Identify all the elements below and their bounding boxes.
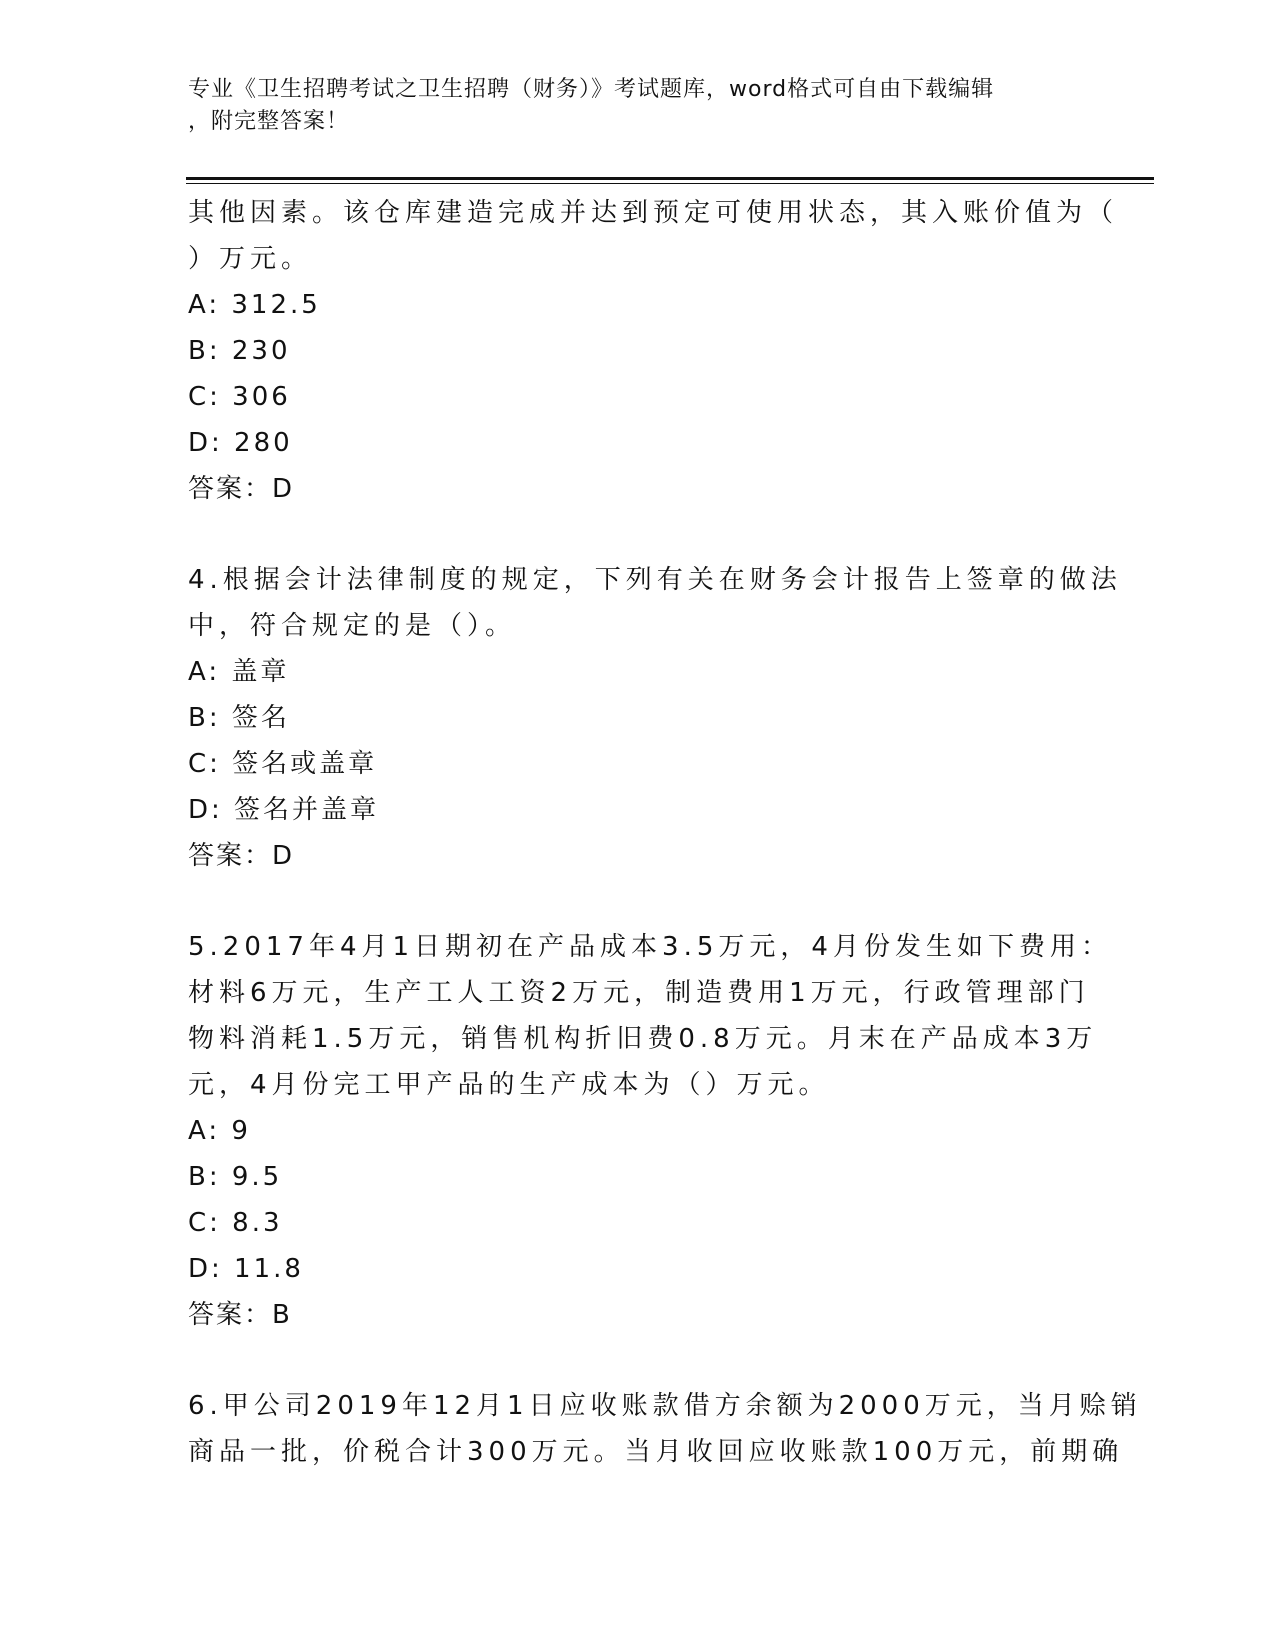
spacer (188, 512, 1088, 557)
question-text-line: 材料6万元，生产工人工资2万元，制造费用1万元，行政管理部门 (188, 978, 1090, 1008)
option-d: D: 280 (188, 428, 293, 458)
question-text-line: 其他因素。该仓库建造完成并达到预定可使用状态，其入账价值为（ (188, 198, 1119, 228)
question-text-line: 中，符合规定的是（）。 (188, 611, 517, 641)
question-text-line: 6.甲公司2019年12月1日应收账款借方余额为2000万元，当月赊销 (188, 1391, 1142, 1421)
header-line-1: 专业《卫生招聘考试之卫生招聘（财务）》考试题库，word格式可自由下载编辑 (188, 77, 995, 102)
option-a: A: 9 (188, 1116, 251, 1146)
option-b: B: 230 (188, 336, 291, 366)
answer-line: 答案：D (188, 474, 295, 504)
option-b: B: 9.5 (188, 1162, 283, 1192)
question-6 (188, 1383, 1142, 1475)
answer-line: 答案：B (188, 1300, 292, 1330)
option-a: A: 盖章 (188, 657, 290, 687)
header-rule-thick (186, 177, 1154, 180)
document-header (188, 74, 1078, 138)
question-5 (188, 924, 1112, 1338)
option-d: D: 11.8 (188, 1254, 304, 1284)
question-text-line: 5.2017年4月1日期初在产品成本3.5万元，4月份发生如下费用： (188, 932, 1112, 962)
option-c: C: 签名或盖章 (188, 749, 378, 779)
spacer (188, 1338, 1088, 1383)
header-rule-thin (186, 183, 1154, 184)
option-c: C: 8.3 (188, 1208, 283, 1238)
answer-line: 答案：D (188, 841, 295, 871)
question-4 (188, 557, 1122, 879)
question-text-line: 元，4月份完工甲产品的生产成本为（）万元。 (188, 1070, 830, 1100)
question-text-line: ）万元。 (188, 244, 313, 274)
spacer (188, 879, 1088, 924)
option-d: D: 签名并盖章 (188, 795, 380, 825)
question-3 (188, 190, 1119, 512)
question-text-line: 物料消耗1.5万元，销售机构折旧费0.8万元。月末在产品成本3万 (188, 1024, 1098, 1054)
option-a: A: 312.5 (188, 290, 321, 320)
question-content (188, 190, 1142, 1475)
question-text-line: 商品一批，价税合计300万元。当月收回应收账款100万元，前期确 (188, 1437, 1124, 1467)
option-b: B: 签名 (188, 703, 290, 733)
question-text-line: 4.根据会计法律制度的规定，下列有关在财务会计报告上签章的做法 (188, 565, 1122, 595)
header-line-2: ，附完整答案！ (188, 109, 350, 134)
option-c: C: 306 (188, 382, 291, 412)
